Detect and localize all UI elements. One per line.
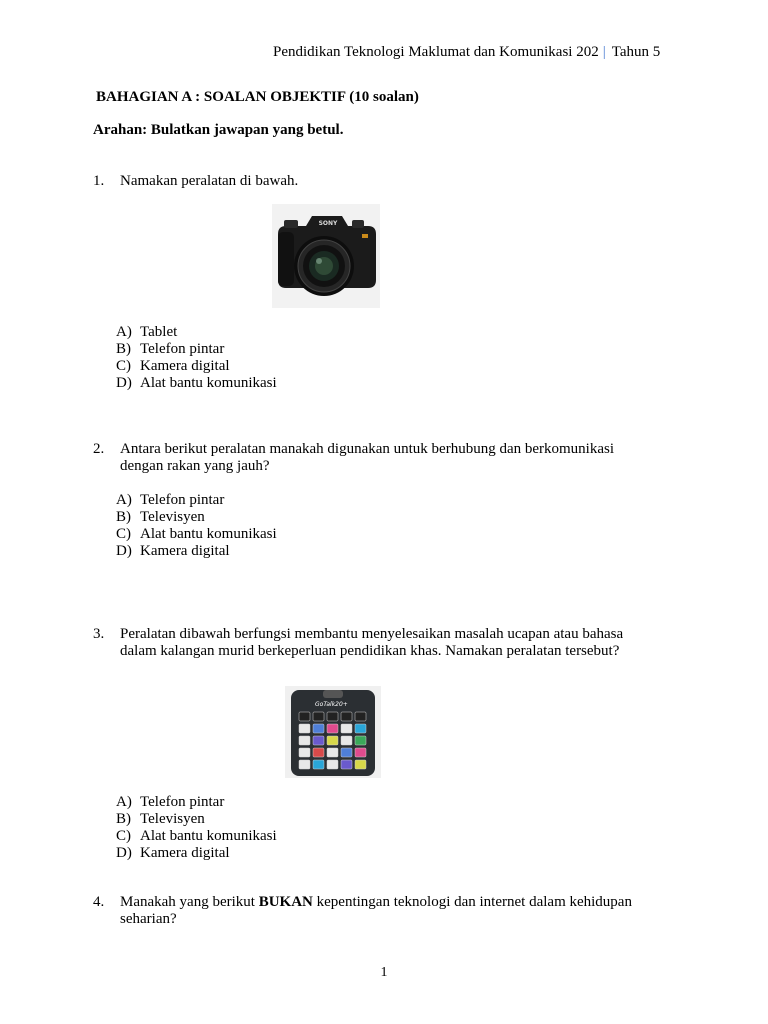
question-number: 1. [93,173,105,189]
device-button [355,724,366,733]
device-button [313,736,324,745]
section-title: BAHAGIAN A : SOALAN OBJEKTIF (10 soalan) [96,89,419,105]
page-header [273,44,675,61]
question-number: 3. [93,626,105,642]
device-button [313,748,324,757]
device-button [341,712,352,721]
device-button [355,736,366,745]
device-button [355,748,366,757]
option-b[interactable] [116,341,277,358]
option-letter: C) [116,828,131,844]
question-text-post: kepentingan teknologi dan internet dalam kehidupan [312,894,632,910]
page-number: 1 [380,965,388,980]
option-letter: C) [116,526,131,542]
question-text-emphasis: BUKAN [258,894,313,910]
option-a[interactable] [116,324,277,341]
header-title: Pendidikan Teknologi Maklumat dan Komunikasi 202 [273,44,599,60]
option-text: Alat bantu komunikasi [140,828,277,844]
camera-image [272,204,380,308]
question-text-line2: seharian? [120,911,177,927]
question-text-line1: Antara berikut peralatan manakah digunakan untuk berhubung dan berkomunikasi [120,441,615,457]
question-text: Namakan peralatan di bawah. [120,173,299,189]
question-3-options [116,794,277,862]
option-text: Kamera digital [140,358,230,374]
device-button [341,736,352,745]
option-letter: D) [116,543,132,559]
option-letter: A) [116,324,132,340]
device-button [299,712,310,721]
option-text: Televisyen [140,811,205,827]
question-number: 2. [93,441,105,457]
communication-device-image [285,686,381,778]
question-2-options [116,492,277,560]
question-text-line2: dengan rakan yang jauh? [120,458,270,474]
option-letter: D) [116,845,132,861]
device-label-text: GoTalk20+ [315,701,348,708]
option-text: Telefon pintar [140,794,225,810]
device-button [341,724,352,733]
device-button [313,712,324,721]
option-d[interactable] [116,375,277,392]
option-letter: C) [116,358,131,374]
option-text: Kamera digital [140,845,230,861]
option-text: Alat bantu komunikasi [140,526,277,542]
device-button [313,760,324,769]
question-text-pre: Manakah yang berikut [120,894,259,910]
device-button [299,760,310,769]
question-text-line1: Peralatan dibawah berfungsi membantu menyelesaikan masalah ucapan atau bahasa [120,626,624,642]
option-b[interactable] [116,509,277,526]
option-d[interactable] [116,845,277,862]
device-button [299,736,310,745]
device-button [341,760,352,769]
header-separator: | [602,44,606,60]
question-1-options [116,324,277,392]
option-c[interactable] [116,526,277,543]
option-text: Telefon pintar [140,492,225,508]
device-button-grid [299,712,366,769]
camera-icon [272,204,380,308]
device-button [327,760,338,769]
question-text [120,626,660,660]
option-text: Tablet [140,324,178,340]
option-letter: A) [116,492,132,508]
option-d[interactable] [116,543,277,560]
option-letter: A) [116,794,132,810]
option-c[interactable] [116,358,277,375]
question-text [120,441,660,475]
option-a[interactable] [116,492,277,509]
question-number: 4. [93,894,105,910]
option-text: Alat bantu komunikasi [140,375,277,391]
device-button [327,712,338,721]
device-button [327,748,338,757]
camera-brand-text: SONY [318,220,338,227]
option-letter: B) [116,341,131,357]
option-text: Kamera digital [140,543,230,559]
device-button [355,760,366,769]
option-a[interactable] [116,794,277,811]
option-letter: B) [116,509,131,525]
device-button [299,724,310,733]
question-text [120,894,660,928]
question-text-line2: dalam kalangan murid berkeperluan pendidikan khas. Namakan peralatan tersebut? [120,643,620,659]
device-button [313,724,324,733]
device-button [299,748,310,757]
device-button [327,736,338,745]
device-button [327,724,338,733]
option-text: Telefon pintar [140,341,225,357]
option-c[interactable] [116,828,277,845]
instruction: Arahan: Bulatkan jawapan yang betul. [93,122,344,138]
option-letter: D) [116,375,132,391]
device-button [355,712,366,721]
header-year: Tahun 5 [611,44,661,60]
option-letter: B) [116,811,131,827]
device-button [341,748,352,757]
option-text: Televisyen [140,509,205,525]
communication-device-icon [285,686,381,778]
option-b[interactable] [116,811,277,828]
